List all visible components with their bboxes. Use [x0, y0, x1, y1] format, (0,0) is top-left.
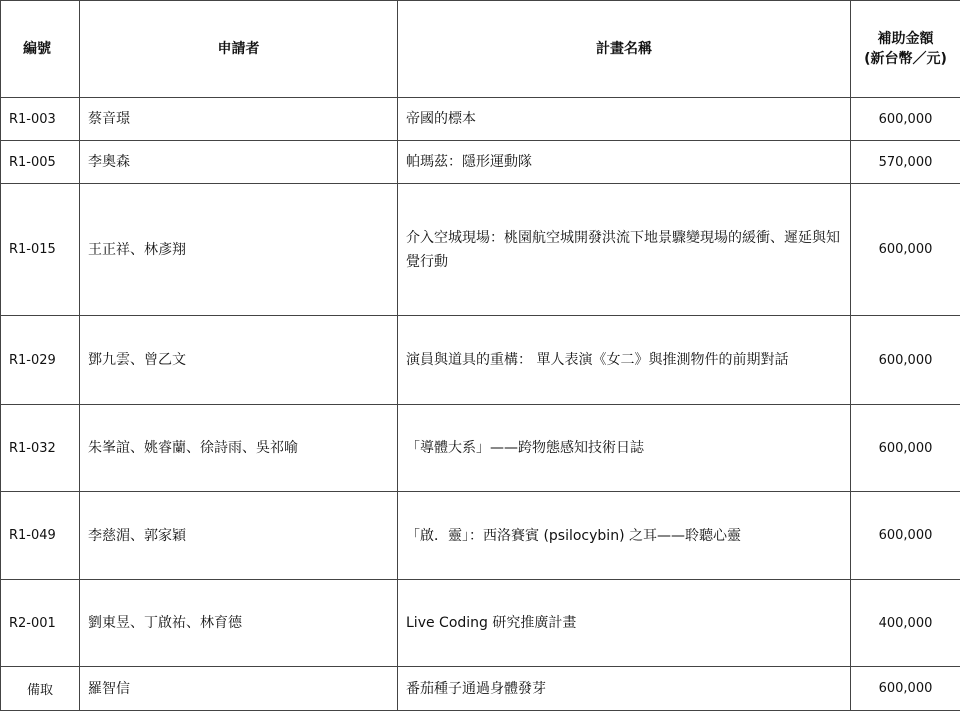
table-row	[1, 580, 960, 667]
row-applicant: 劉東昱、丁啟祐、林育德	[80, 580, 398, 667]
header-amount	[851, 1, 960, 98]
row-amount: 600,000	[851, 184, 960, 316]
header-applicant: 申請者	[80, 1, 398, 98]
row-id: R1-005	[1, 141, 80, 184]
row-title: 番茄種子通過身體發芽	[398, 667, 851, 711]
row-id: R1-003	[1, 98, 80, 141]
table-row	[1, 492, 960, 580]
row-amount: 600,000	[851, 492, 960, 580]
header-id: 編號	[1, 1, 80, 98]
row-amount: 570,000	[851, 141, 960, 184]
row-title: 帝國的標本	[398, 98, 851, 141]
row-id: R1-015	[1, 184, 80, 316]
row-amount: 600,000	[851, 405, 960, 492]
row-applicant: 李奧森	[80, 141, 398, 184]
row-id: R1-032	[1, 405, 80, 492]
row-applicant: 朱峯誼、姚睿蘭、徐詩雨、吳祁喻	[80, 405, 398, 492]
row-applicant: 李慈湄、郭家穎	[80, 492, 398, 580]
header-amount-line2: (新台幣／元)	[864, 51, 947, 67]
table-row	[1, 184, 960, 316]
row-title: 演員與道具的重構： 單人表演《女二》與推測物件的前期對話	[398, 316, 851, 405]
row-id: 備取	[1, 667, 80, 711]
table-row	[1, 316, 960, 405]
table-row	[1, 141, 960, 184]
row-title: 介入空城現場：桃園航空城開發洪流下地景驟變現場的緩衝、遲延與知覺行動	[398, 184, 851, 316]
header-amount-line1: 補助金額	[877, 31, 934, 47]
header-title: 計畫名稱	[398, 1, 851, 98]
row-title: 帕瑪茲：隱形運動隊	[398, 141, 851, 184]
row-title: 「啟．靈」：西洛賽賓 (psilocybin) 之耳——聆聽心靈	[398, 492, 851, 580]
table-row	[1, 667, 960, 711]
table-row	[1, 98, 960, 141]
row-applicant: 蔡音璟	[80, 98, 398, 141]
row-amount: 600,000	[851, 316, 960, 405]
row-applicant: 羅智信	[80, 667, 398, 711]
table-header-row	[1, 1, 960, 98]
row-title: 「導體大系」——跨物態感知技術日誌	[398, 405, 851, 492]
table-row	[1, 405, 960, 492]
row-title: Live Coding 研究推廣計畫	[398, 580, 851, 667]
row-id: R1-029	[1, 316, 80, 405]
row-amount: 400,000	[851, 580, 960, 667]
row-amount: 600,000	[851, 667, 960, 711]
row-id: R1-049	[1, 492, 80, 580]
row-applicant: 鄧九雲、曾乙文	[80, 316, 398, 405]
row-id: R2-001	[1, 580, 80, 667]
row-applicant: 王正祥、林彥翔	[80, 184, 398, 316]
row-amount: 600,000	[851, 98, 960, 141]
